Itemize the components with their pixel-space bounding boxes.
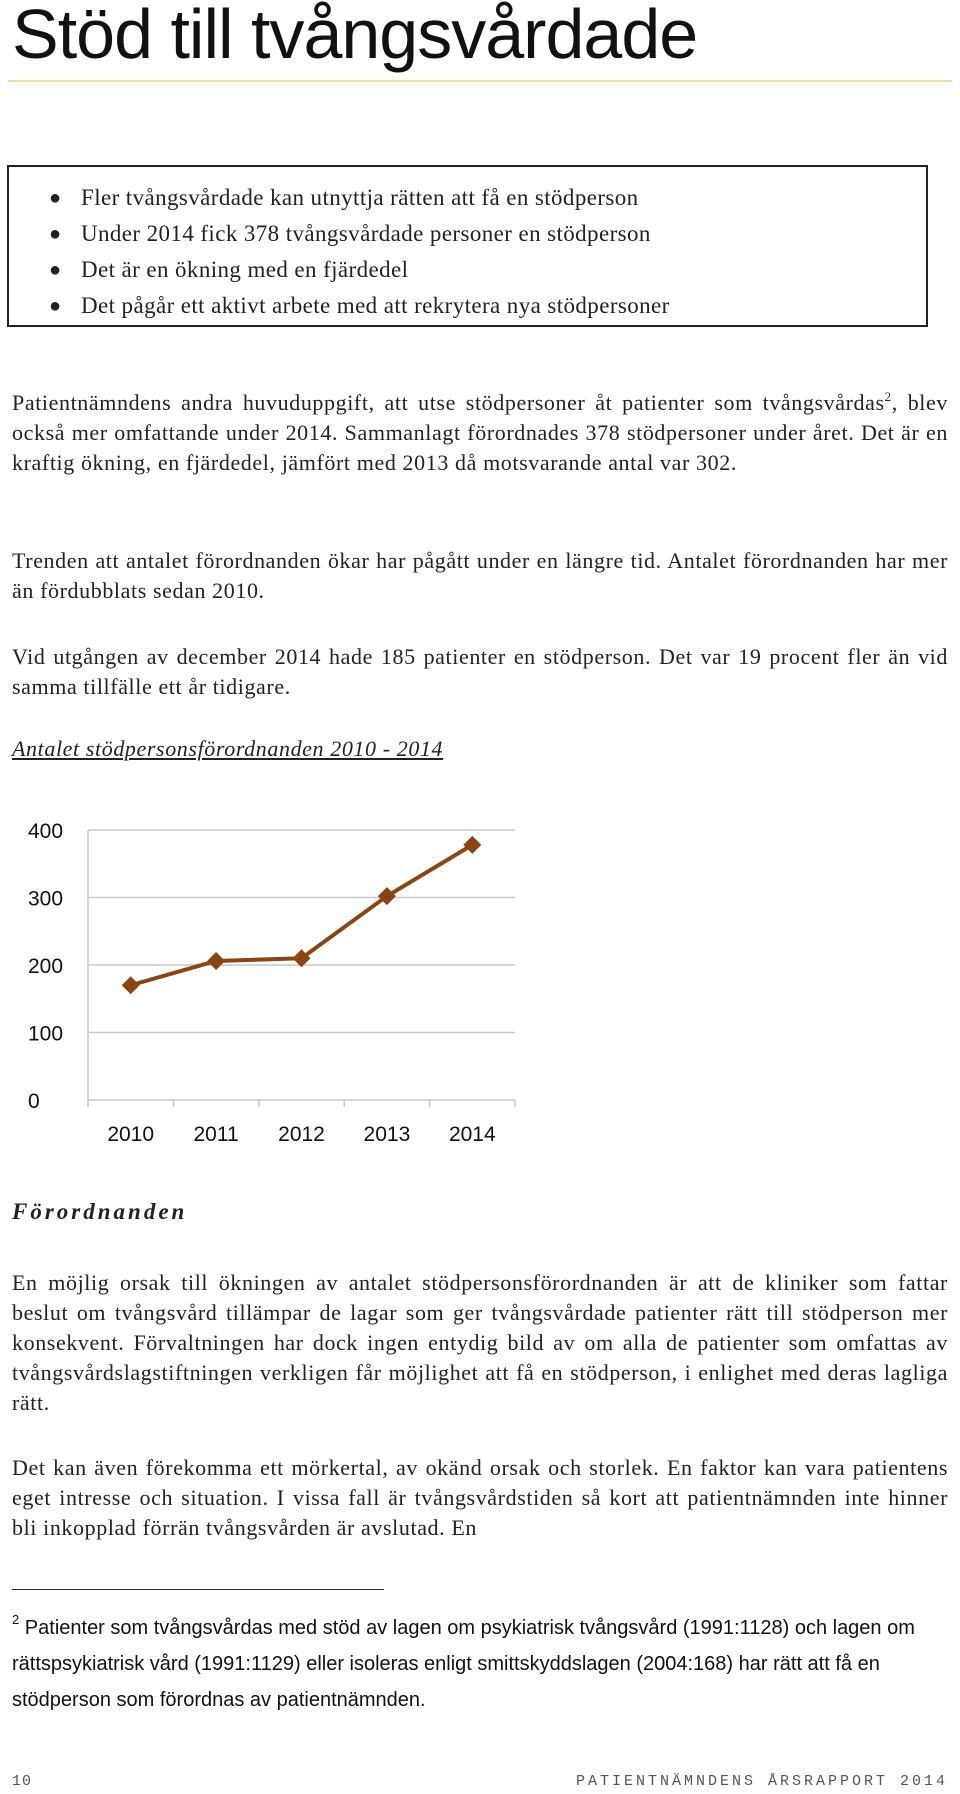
summary-box xyxy=(7,165,928,327)
paragraph-main-task: Patientnämndens andra huvuduppgift, att utse stödpersoner åt patienter som tvångsvårdas$^2$, blev också mer omfattande under 2014. Sammanlagt förordnades 378 stödpersoner under året. Det är en kraftig ökning, en fjärdedel, jämfört med 2013 då motsvarande antal var 302. xyxy=(12,389,948,475)
bullet-icon: ● xyxy=(49,187,62,209)
y-tick-label: 400 xyxy=(28,820,64,843)
paragraph-december: Vid utgången av december 2014 hade 185 patienter en stödperson. Det var 19 procent fler än vid samma tillfälle ett år tidigare. xyxy=(12,644,948,699)
footnote xyxy=(12,1610,948,1718)
footnote-ref: 2 xyxy=(884,389,892,404)
footnote-divider xyxy=(12,1589,384,1590)
x-tick-label: 2013 xyxy=(363,1123,411,1146)
footnote-text: Patienter som tvångsvårdas med stöd av lagen om psykiatrisk tvångsvård (1991:1128) och lagen om rättspsykiatrisk vård (1991:1129) eller isoleras enligt smittskyddslagen (2004:168) har rätt att få en stödperson som förordnas av patientnämnden. xyxy=(12,1617,915,1711)
chart-caption: Antalet stödpersonsförordnanden 2010 - 2014 xyxy=(12,736,444,761)
paragraph-trend: Trenden att antalet förordnanden ökar har pågått under en längre tid. Antalet förordnanden har mer än fördubblats sedan 2010. xyxy=(12,548,948,603)
page-number: 10 xyxy=(12,1773,33,1790)
bullet-icon: ● xyxy=(49,295,62,317)
data-point xyxy=(207,952,225,970)
y-tick-label: 100 xyxy=(28,1022,64,1046)
x-tick-label: 2010 xyxy=(107,1123,155,1146)
bullet-icon: ● xyxy=(49,259,62,281)
line-chart xyxy=(0,800,560,1180)
y-tick-label: 0 xyxy=(28,1090,40,1113)
report-name: PATIENTNÄMNDENS ÅRSRAPPORT 2014 xyxy=(575,1773,948,1790)
data-point xyxy=(463,836,481,854)
x-tick-label: 2014 xyxy=(448,1123,496,1146)
x-tick-label: 2012 xyxy=(278,1123,325,1146)
title-divider xyxy=(8,80,952,82)
footnote-number: 2 xyxy=(12,1612,20,1627)
x-tick-label: 2011 xyxy=(193,1123,239,1146)
summary-item: ● Under 2014 fick 378 tvångsvårdade personer en stödperson xyxy=(81,216,670,252)
section-heading: Förordnanden xyxy=(12,1199,188,1224)
y-tick-label: 200 xyxy=(28,955,64,978)
data-point xyxy=(122,976,140,994)
y-tick-label: 300 xyxy=(28,887,64,911)
page-title: Stöd till tvångsvårdade xyxy=(12,0,698,73)
bullet-icon: ● xyxy=(49,223,62,245)
summary-item: ● Det pågår ett aktivt arbete med att rekrytera nya stödpersoner xyxy=(81,288,670,324)
summary-item: ● Det är en ökning med en fjärdedel xyxy=(81,252,670,288)
paragraph-dark-figure: Det kan även förekomma ett mörkertal, av okänd orsak och storlek. En faktor kan vara patientens eget intresse och situation. I vissa fall är tvångsvårdstiden så kort att patientnämnden inte hinner bli inkopplad förrän tvångsvården är avslutad. En xyxy=(12,1455,948,1540)
summary-item: ● Fler tvångsvårdade kan utnyttja rätten att få en stödperson xyxy=(81,180,670,216)
summary-list xyxy=(49,180,670,324)
paragraph-possible-cause: En möjlig orsak till ökningen av antalet stödpersonsförordnanden är att de kliniker som fattar beslut om tvångsvård tillämpar de lagar som ger tvångsvårdade patienter rätt till stödperson mer konsekvent. Förvaltningen har dock ingen entydig bild av om alla de patienter som omfattas av tvångsvårdslagstiftningen verkligen får möjlighet att få en stödperson, i enlighet med deras lagliga rätt. xyxy=(12,1270,948,1415)
